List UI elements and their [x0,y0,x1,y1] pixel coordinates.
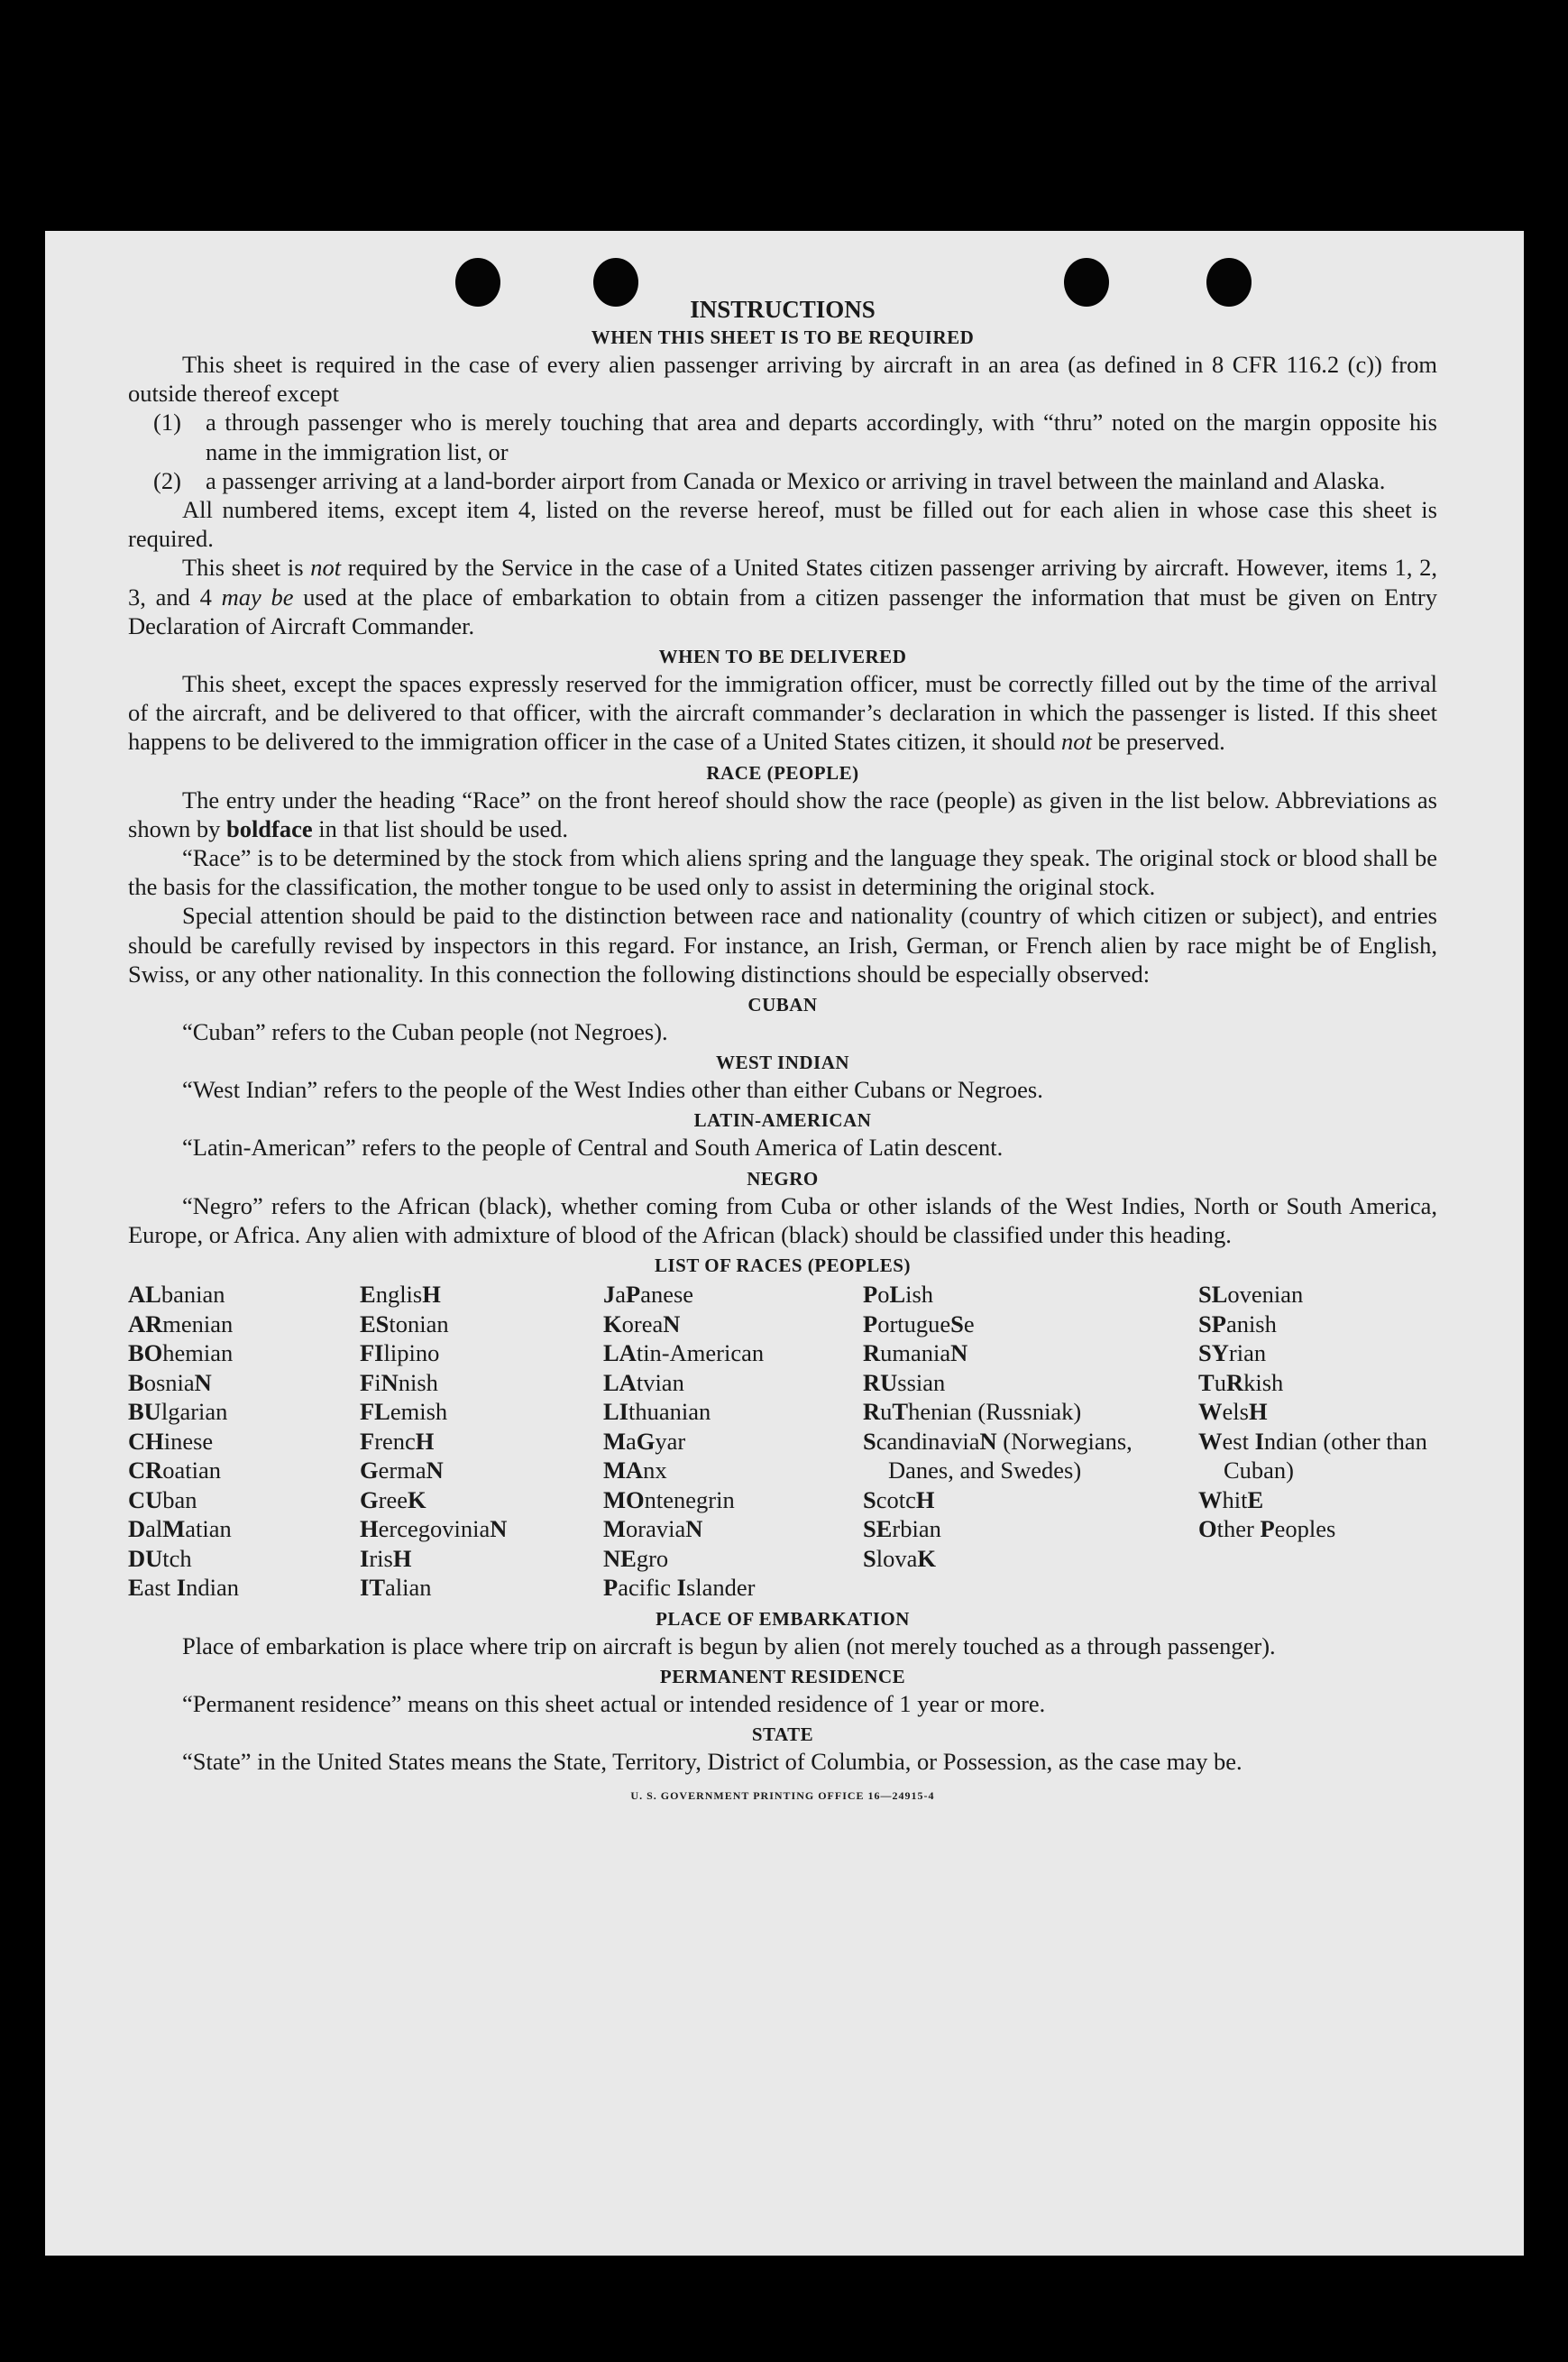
paragraph-state: “State” in the United States means the State, Territory, District of Columbia, or Possession, as the case may be. [182,1747,1242,1775]
race-entry: FiNnish [360,1368,438,1396]
exception-item-1 [128,408,1437,465]
race-entry: BUlgarian [128,1398,228,1426]
race-entry: MAnx [603,1457,667,1484]
race-entry: CHinese [128,1427,214,1455]
section-title-list-of-races: LIST OF RACES (PEOPLES) [655,1255,911,1277]
item-number: (2) [153,466,181,494]
instructions-content [128,294,1437,1810]
item-text: a through passenger who is merely touching that area and departs accordingly, with “thru” noted on the margin opposite his name in the immigration list, or [206,409,1437,465]
race-column [1198,1280,1437,1603]
item-text: a passenger arriving at a land-border airport from Canada or Mexico or arriving in travel between the mainland and Alaska. [206,466,1386,494]
race-entry: SYrian [1198,1339,1267,1367]
race-entry: BOhemian [128,1339,234,1367]
paragraph-delivered: This sheet, except the spaces expressly reserved for the immigration officer, must be correctly filled out by the time of the arrival of the aircraft, and be delivered to that officer, with the aircraft commander’s declaration in which the passenger is listed. If this sheet happens to be delivered to the immigration officer in the case of a United States citizen, it should not be preserved. [128,670,1437,756]
paragraph-race-nationality: Special attention should be paid to the distinction between race and nationality (country of which citizen or subject), and entries should be carefully revised by inspectors in this regard. For instance, an Irish, German, or French alien by race might be of English, Swiss, or any other nationality. In this connection the following distinctions should be especially observed: [128,902,1437,988]
section-title-state: STATE [751,1723,814,1745]
section-title-negro: NEGRO [747,1167,819,1190]
race-entry: ScotcH [863,1485,935,1513]
paragraph-race-entry: The entry under the heading “Race” on the front hereof should show the race (people) as given in the list below. Abbreviations as shown by boldface in that list should be used. [128,786,1437,842]
race-entry: HercegoviniaN [360,1515,508,1543]
race-entry: Other Peoples [1198,1515,1336,1543]
section-title-cuban: CUBAN [747,994,818,1016]
race-entry: SlovaK [863,1544,936,1572]
paragraph-west-indian: “West Indian” refers to the people of the West Indies other than either Cubans or Negroes. [182,1076,1043,1104]
race-entry: MOntenegrin [603,1485,735,1513]
race-entry: PoLish [863,1281,934,1309]
section-title-when-required: WHEN THIS SHEET IS TO BE REQUIRED [591,326,975,348]
race-entry: WhitE [1198,1485,1264,1513]
race-column [128,1280,360,1603]
race-entry: JaPanese [603,1281,694,1309]
section-title-race: RACE (PEOPLE) [706,761,859,784]
race-entry: LIthuanian [603,1398,711,1426]
race-entry: ARmenian [128,1310,234,1337]
race-entry: TuRkish [1198,1368,1284,1396]
race-entry: EnglisH [360,1281,441,1309]
race-entry: DUtch [128,1544,192,1572]
document-page [45,231,1524,2256]
race-entry: EStonian [360,1310,449,1337]
race-entry: BosniaN [128,1368,212,1396]
race-entry: KoreaN [603,1310,681,1337]
paragraph-required: This sheet is required in the case of every alien passenger arriving by aircraft in an area (as defined in 8 CFR 116.2 (c)) from outside thereof except [128,351,1437,408]
race-entry: GreeK [360,1485,426,1513]
paragraph-race-stock: “Race” is to be determined by the stock from which aliens spring and the language they speak. The original stock or blood shall be the basis for the classification, the mother tongue to be used only to assist in determining the original stock. [128,844,1437,901]
race-entry: NEgro [603,1544,669,1572]
exception-item-2 [128,466,1437,495]
race-entry: CUban [128,1485,197,1513]
section-title-when-delivered: WHEN TO BE DELIVERED [658,646,907,668]
race-entry: FLemish [360,1398,448,1426]
printing-office-footer: U. S. GOVERNMENT PRINTING OFFICE 16—24915-4 [630,1789,935,1803]
race-entry: GermaN [360,1457,444,1484]
race-entry: RumaniaN [863,1339,968,1367]
race-entry: MoraviaN [603,1515,703,1543]
race-entry: RuThenian (Russniak) [863,1398,1082,1426]
race-entry: ScandinaviaN (Norwegians, Danes, and Swedes) [863,1427,1132,1484]
race-entry: DalMatian [128,1515,232,1543]
paragraph-citizen: This sheet is not required by the Service in the case of a United States citizen passenger arriving by aircraft. However, items 1, 2, 3, and 4 may be used at the place of embarkation to obtain from a citizen passenger the information that must be given on Entry Declaration of Aircraft Commander. [128,554,1437,639]
race-entry: FrencH [360,1427,435,1455]
paragraph-permanent-residence: “Permanent residence” means on this sheet actual or intended residence of 1 year or more. [182,1689,1046,1717]
list-of-races [128,1280,1437,1603]
race-entry: WelsH [1198,1398,1268,1426]
race-entry: MaGyar [603,1427,686,1455]
race-entry: IrisH [360,1544,412,1572]
page-title: INSTRUCTIONS [690,296,876,323]
race-entry: LAtvian [603,1368,684,1396]
item-number: (1) [153,409,181,437]
paragraph-latin-american: “Latin-American” refers to the people of Central and South America of Latin descent. [182,1134,1004,1162]
paragraph-cuban: “Cuban” refers to the Cuban people (not Negroes). [182,1018,668,1046]
race-entry: SLovenian [1198,1281,1304,1309]
section-title-latin-american: LATIN-AMERICAN [693,1109,872,1132]
race-entry: PortugueSe [863,1310,975,1337]
section-title-embarkation: PLACE OF EMBARKATION [656,1607,910,1630]
race-column [360,1280,603,1603]
race-entry: West Indian (other than Cuban) [1198,1427,1427,1484]
race-entry: ALbanian [128,1281,225,1309]
paragraph-negro: “Negro” refers to the African (black), whether coming from Cuba or other islands of the West Indies, North or South America, Europe, or Africa. Any alien with admixture of blood of the African (black) should be classified under this heading. [128,1191,1437,1248]
section-title-west-indian: WEST INDIAN [715,1052,850,1074]
race-column [863,1280,1198,1603]
race-entry: Pacific Islander [603,1574,756,1602]
section-title-permanent-residence: PERMANENT RESIDENCE [659,1665,906,1687]
race-entry: SErbian [863,1515,941,1543]
race-entry: SPanish [1198,1310,1277,1337]
paragraph-numbered-items: All numbered items, except item 4, listed on the reverse hereof, must be filled out for each alien in whose case this sheet is required. [128,496,1437,553]
race-entry: ITalian [360,1574,432,1602]
race-entry: East Indian [128,1574,239,1602]
race-column [603,1280,863,1603]
race-entry: LAtin-American [603,1339,765,1367]
paragraph-embarkation: Place of embarkation is place where trip on aircraft is begun by alien (not merely touched as a through passenger). [182,1631,1276,1659]
race-entry: CRoatian [128,1457,222,1484]
race-entry: FIlipino [360,1339,440,1367]
race-entry: RUssian [863,1368,946,1396]
